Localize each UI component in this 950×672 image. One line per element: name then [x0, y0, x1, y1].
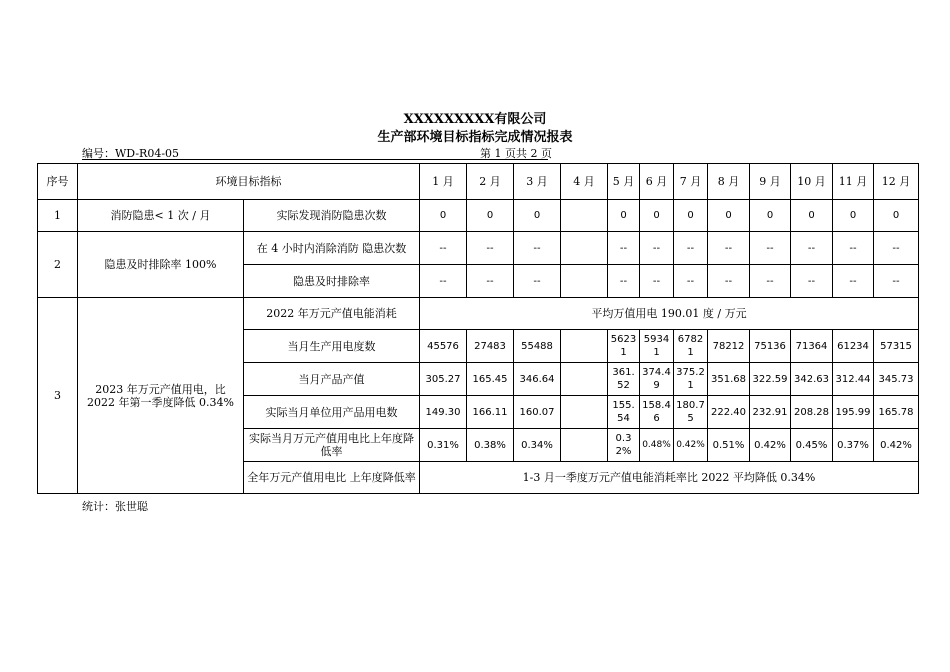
value-cell: 0.31%	[420, 429, 467, 462]
value-cell	[561, 330, 608, 363]
value-cell: 351.68	[708, 363, 750, 396]
value-cell: --	[608, 265, 640, 298]
value-cell: --	[791, 232, 833, 265]
value-cell: 57315	[874, 330, 919, 363]
row-seq: 2	[38, 232, 78, 298]
document-code: 编号：WD-R04-05	[82, 147, 180, 160]
header-month: 5 月	[608, 164, 640, 200]
value-cell: 0.32%	[608, 429, 640, 462]
value-cell: --	[640, 232, 674, 265]
table-row	[38, 232, 919, 265]
value-cell: 27483	[467, 330, 514, 363]
row-target: 隐患及时排除率 100%	[78, 232, 244, 298]
value-cell: 0	[640, 200, 674, 232]
value-cell: --	[608, 232, 640, 265]
report-title: 生产部环境目标指标完成情况报表	[377, 130, 573, 145]
value-cell: 78212	[708, 330, 750, 363]
value-cell: --	[708, 265, 750, 298]
value-cell: --	[420, 265, 467, 298]
value-cell	[561, 396, 608, 429]
value-cell: 375.21	[674, 363, 708, 396]
value-cell	[561, 232, 608, 265]
value-cell: 0	[833, 200, 874, 232]
row-item-label: 实际当月万元产值用电比上年度降低率	[244, 429, 420, 462]
value-cell: 75136	[750, 330, 791, 363]
table-row	[38, 200, 919, 232]
value-cell: 195.99	[833, 396, 874, 429]
value-cell: 346.64	[514, 363, 561, 396]
value-cell: --	[791, 265, 833, 298]
row-item-label: 当月生产用电度数	[244, 330, 420, 363]
header-month: 4 月	[561, 164, 608, 200]
header-month: 1 月	[420, 164, 467, 200]
value-cell: 0.45%	[791, 429, 833, 462]
value-cell: --	[467, 232, 514, 265]
value-cell: --	[750, 265, 791, 298]
value-cell: 158.46	[640, 396, 674, 429]
value-cell: 0.42%	[874, 429, 919, 462]
table-header-row	[38, 164, 919, 200]
value-cell: 0	[791, 200, 833, 232]
company-title: XXXXXXXXX有限公司	[403, 112, 547, 127]
value-cell: --	[640, 265, 674, 298]
header-month: 10 月	[791, 164, 833, 200]
value-cell: 155.54	[608, 396, 640, 429]
report-table	[37, 163, 919, 494]
header-seq: 序号	[38, 164, 78, 200]
value-cell: 0.34%	[514, 429, 561, 462]
value-cell: 0.48%	[640, 429, 674, 462]
value-cell: 0	[467, 200, 514, 232]
value-cell: 56231	[608, 330, 640, 363]
row-item-label: 当月产品产值	[244, 363, 420, 396]
value-cell: 312.44	[833, 363, 874, 396]
summary-value: 1-3 月一季度万元产值电能消耗率比 2022 平均降低 0.34%	[420, 462, 919, 494]
value-cell: 208.28	[791, 396, 833, 429]
value-cell: 0	[514, 200, 561, 232]
value-cell: 0.51%	[708, 429, 750, 462]
value-cell: --	[874, 265, 919, 298]
value-cell: 345.73	[874, 363, 919, 396]
row-seq: 3	[38, 298, 78, 494]
header-month: 9 月	[750, 164, 791, 200]
value-cell: --	[708, 232, 750, 265]
header-month: 12 月	[874, 164, 919, 200]
statistician: 统计：张世聪	[82, 500, 148, 513]
value-cell: 180.75	[674, 396, 708, 429]
value-cell: 0.42%	[674, 429, 708, 462]
header-month: 6 月	[640, 164, 674, 200]
value-cell: 361.52	[608, 363, 640, 396]
row-item-label: 在 4 小时内消除消防 隐患次数	[244, 232, 420, 265]
header-indicator: 环境目标指标	[78, 164, 420, 200]
value-cell: 59341	[640, 330, 674, 363]
value-cell: 0	[608, 200, 640, 232]
row-item-label: 实际发现消防隐患次数	[244, 200, 420, 232]
value-cell: 374.49	[640, 363, 674, 396]
value-cell: 0.42%	[750, 429, 791, 462]
value-cell: 67821	[674, 330, 708, 363]
value-cell: --	[514, 265, 561, 298]
value-cell: --	[514, 232, 561, 265]
value-cell: 149.30	[420, 396, 467, 429]
value-cell: --	[750, 232, 791, 265]
row-target: 2023 年万元产值用电，比 2022 年第一季度降低 0.34%	[78, 298, 244, 494]
value-cell: 45576	[420, 330, 467, 363]
value-cell	[561, 429, 608, 462]
value-cell: 342.63	[791, 363, 833, 396]
row-seq: 1	[38, 200, 78, 232]
value-cell: 160.07	[514, 396, 561, 429]
value-cell: 0	[750, 200, 791, 232]
header-underline	[82, 159, 548, 160]
value-cell: --	[874, 232, 919, 265]
header-month: 11 月	[833, 164, 874, 200]
header-month: 7 月	[674, 164, 708, 200]
header-month: 2 月	[467, 164, 514, 200]
value-cell: 0	[674, 200, 708, 232]
value-cell: 0	[420, 200, 467, 232]
header-month: 8 月	[708, 164, 750, 200]
baseline-value: 平均万值用电 190.01 度 / 万元	[420, 298, 919, 330]
value-cell: --	[467, 265, 514, 298]
value-cell: --	[833, 265, 874, 298]
value-cell: 222.40	[708, 396, 750, 429]
value-cell: 232.91	[750, 396, 791, 429]
value-cell: 61234	[833, 330, 874, 363]
value-cell: 166.11	[467, 396, 514, 429]
value-cell: --	[674, 232, 708, 265]
header-month: 3 月	[514, 164, 561, 200]
table-row	[38, 298, 919, 330]
value-cell: 55488	[514, 330, 561, 363]
page-info: 第 1 页共 2 页	[480, 147, 552, 160]
value-cell: 0	[874, 200, 919, 232]
value-cell: 305.27	[420, 363, 467, 396]
baseline-label: 2022 年万元产值电能消耗	[244, 298, 420, 330]
value-cell	[561, 265, 608, 298]
value-cell: 71364	[791, 330, 833, 363]
value-cell: 322.59	[750, 363, 791, 396]
value-cell	[561, 363, 608, 396]
value-cell: 165.78	[874, 396, 919, 429]
value-cell	[561, 200, 608, 232]
row-item-label: 隐患及时排除率	[244, 265, 420, 298]
value-cell: 0	[708, 200, 750, 232]
summary-label: 全年万元产值用电比 上年度降低率	[244, 462, 420, 494]
row-item-label: 实际当月单位用产品用电数	[244, 396, 420, 429]
row-target: 消防隐患< 1 次 / 月	[78, 200, 244, 232]
value-cell: 0.38%	[467, 429, 514, 462]
value-cell: 165.45	[467, 363, 514, 396]
value-cell: --	[833, 232, 874, 265]
value-cell: --	[674, 265, 708, 298]
value-cell: --	[420, 232, 467, 265]
value-cell: 0.37%	[833, 429, 874, 462]
